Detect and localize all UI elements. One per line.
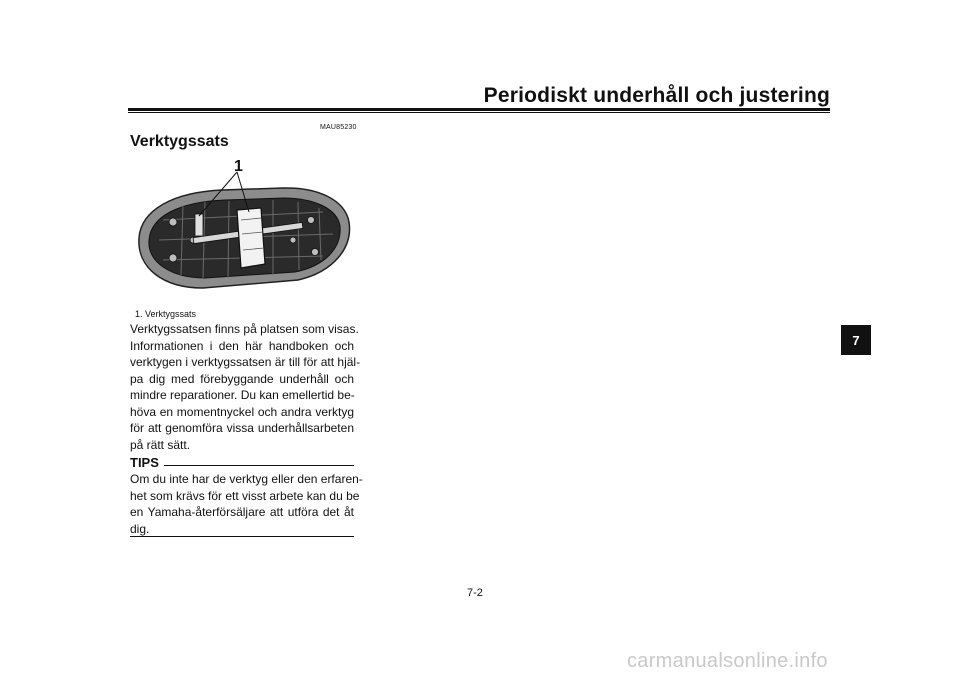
tips-line: Om du inte har de verktyg eller den erfaren- [130,472,363,486]
header-rule [128,108,830,111]
body-line: på rätt sätt. [130,437,191,452]
body-line: Informationen i den här handboken och [130,338,354,353]
section-title: Verktygssats [130,133,229,150]
reference-code: MAU85230 [320,124,357,131]
body-line: höva en momentnyckel och andra verktyg [130,404,354,419]
figure-callout-number: 1 [234,158,243,175]
tips-rule [164,465,354,466]
tips-label: TIPS [130,455,159,470]
tips-end-rule [130,536,354,537]
tips-line: en Yamaha-återförsäljare att utföra det åt [130,505,354,519]
page-number: 7-2 [467,587,483,599]
tips-line: het som krävs för ett visst arbete kan du be [130,488,360,503]
body-line: mindre reparationer. Du kan emellertid be- [130,388,355,402]
body-line: pa dig med förebyggande underhåll och [130,371,354,386]
body-line: Verktygssatsen finns på platsen som visas. [130,322,359,336]
chapter-tab: 7 [841,325,871,355]
toolkit-pouch [237,208,265,268]
body-line: verktygen i verktygssatsen är till för att hjäl- [130,355,361,369]
tips-header [130,455,354,471]
tool-item [195,214,203,236]
watermark: carmanualsonline.info [627,650,828,672]
tips-paragraph [130,471,363,537]
body-line: för att genomföra vissa underhållsarbeten [130,421,354,435]
body-paragraph [130,321,361,453]
header-rule-thin [128,112,830,113]
toolkit-figure [133,160,355,305]
tips-line: dig. [130,521,150,536]
header-title: Periodiskt underhåll och justering [483,84,830,107]
figure-caption: 1. Verktygssats [135,309,197,319]
